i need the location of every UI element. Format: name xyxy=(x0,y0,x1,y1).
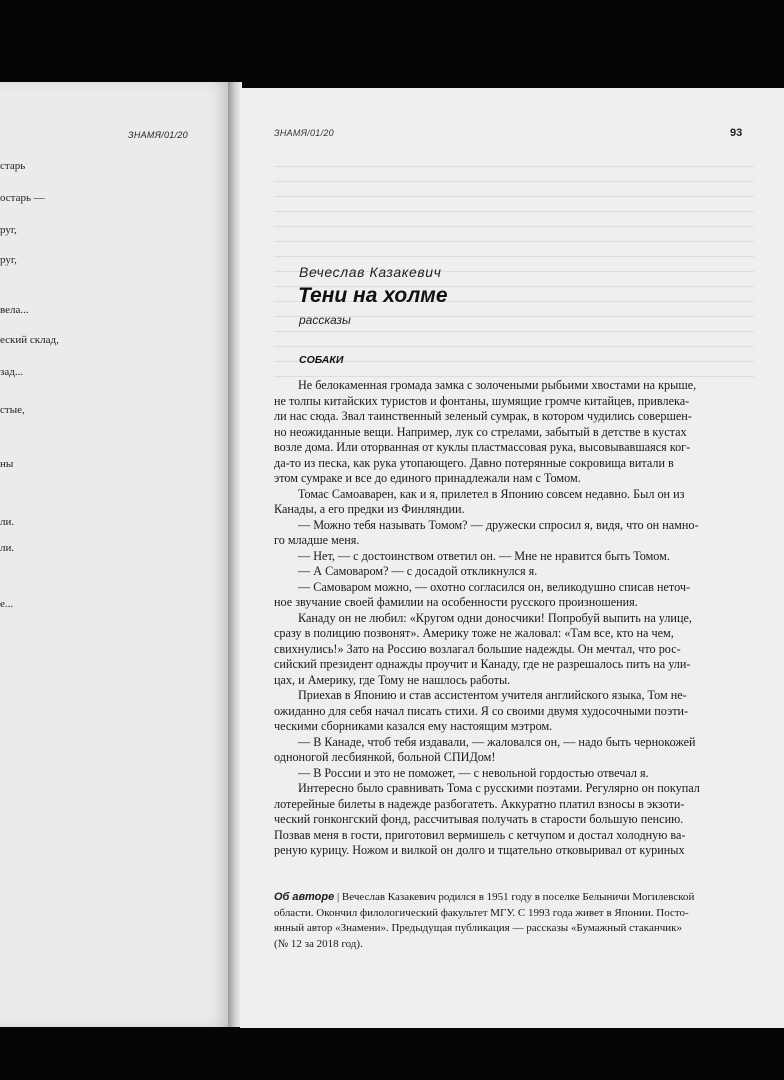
body-line: ли нас сюда. Звал таинственный зеленый сумрак, в котором чудились совершен- xyxy=(274,409,692,423)
left-page-fragment: остарь — xyxy=(0,192,45,204)
body-line: — Нет, — с достоинством ответил он. — Мне не нравится быть Томом. xyxy=(298,548,670,563)
left-page-fragment: ли. xyxy=(0,516,15,528)
left-page-fragment: старь xyxy=(0,160,26,172)
right-page xyxy=(240,88,784,1028)
body-line: реную курицу. Ножом и вилкой он долго и тщательно отковыривал от куриных xyxy=(274,843,685,857)
section-heading: СОБАКИ xyxy=(299,354,344,366)
left-page-fragment: руг, xyxy=(0,224,17,236)
body-line: го младше меня. xyxy=(274,533,360,547)
body-line: Интересно было сравнивать Тома с русскими поэтами. Регулярно он покупал xyxy=(298,781,700,795)
body-line: ожиданно для себя начал писать стихи. Я со своими двумя худосочными поэти- xyxy=(274,703,689,718)
body-line: Томас Самоаварен, как и я, прилетел в Японию совсем недавно. Был он из xyxy=(298,486,685,501)
left-page-fragment: е... xyxy=(0,598,14,610)
body-line: Канады, а его предки из Финляндии. xyxy=(274,502,465,516)
left-page-fragment: ли. xyxy=(0,542,15,554)
about-label: Об авторе xyxy=(274,891,335,903)
body-text xyxy=(274,378,762,859)
author-name: Вечеслав Казакевич xyxy=(299,264,442,280)
body-line: — В России и это не поможет, — с невольной гордостью отвечал я. xyxy=(298,765,649,780)
body-line: не толпы китайских туристов и фонтаны, шумящие громче китайцев, привлека- xyxy=(274,393,690,408)
body-line: да-то из песка, как рука утопающего. Давно потерянные сокровища витали в xyxy=(274,455,674,470)
body-line: — А Самоваром? — с досадой откликнулся я. xyxy=(298,564,538,578)
body-line: Не белокаменная громада замка с золочеными рыбьими хвостами на крыше, xyxy=(298,378,697,392)
about-line: (№ 12 за 2018 год). xyxy=(274,937,363,950)
body-line: ное звучание своей фамилии на особенности русского произношения. xyxy=(274,595,638,609)
left-page-header: ЗНАМЯ/01/20 xyxy=(128,130,188,140)
body-line: сийский президент однажды проучит и Канаду, где не разрешалось пить на ули- xyxy=(274,657,691,671)
body-line: Приехав в Японию и став ассистентом учителя английского языка, Том не- xyxy=(298,688,687,702)
body-line: но неожиданные вещи. Например, лук со стрелами, забытый в детстве в кустах xyxy=(274,424,687,439)
body-line: Позвав меня в гости, приготовил вермишель с кетчупом и достал холодную ва- xyxy=(274,827,686,842)
left-page-fragment: руг, xyxy=(0,254,17,266)
about-line: янный автор «Знамени». Предыдущая публикация — рассказы «Бумажный стаканчик» xyxy=(274,922,683,934)
body-line: сразу в полицию позвонят». Америку тоже не жаловал: «Там все, кто на чем, xyxy=(274,626,674,640)
about-author-note xyxy=(274,890,762,952)
about-line: области. Окончил филологический факультет МГУ. С 1993 года живет в Японии. Посто- xyxy=(274,906,689,919)
left-page-fragment: зад... xyxy=(0,366,24,378)
right-page-header: ЗНАМЯ/01/20 xyxy=(274,128,334,138)
left-page-fragment: еский склад, xyxy=(0,334,59,346)
about-line xyxy=(274,890,762,906)
left-page-fragment: стые, xyxy=(0,404,25,416)
body-line: одноногой лесбиянкой, больной СПИДом! xyxy=(274,750,496,764)
page-number: 93 xyxy=(730,127,743,139)
body-line: — В Канаде, чтоб тебя издавали, — жаловался он, — надо быть чернокожей xyxy=(298,734,696,749)
left-page-fragment: ны xyxy=(0,458,14,470)
body-line: ческими сборниками казался ему настоящим мэтром. xyxy=(274,719,553,733)
body-line: цах, и Америку, где Тому не нашлось работы. xyxy=(274,672,511,687)
body-line: возле дома. Или оторванная от куклы пластмассовая рука, высовывавшаяся ког- xyxy=(274,440,691,454)
story-title: Тени на холме xyxy=(298,284,448,307)
body-line: свихнулись!» Зато на Россию возлагал большие надежды. Он мечтал, что рос- xyxy=(274,641,681,656)
story-subtitle: рассказы xyxy=(299,313,351,327)
about-line-text: | Вечеслав Казакевич родился в 1951 году в поселке Белыничи Могилевской xyxy=(336,891,695,903)
body-line: — Можно тебя называть Томом? — дружески спросил я, видя, что он намно- xyxy=(298,517,699,532)
body-line: — Самоваром можно, — охотно согласился он, великодушно списав неточ- xyxy=(298,579,691,594)
body-line: этом сумраке и все до единого принадлежали нам с Томом. xyxy=(274,471,581,485)
left-page xyxy=(0,82,232,1027)
body-line: лотерейные билеты в надежде разбогатеть. Аккуратно платил взносы в экзоти- xyxy=(274,796,685,811)
body-line: ческий гонконгский фонд, рассчитывая получать в старости большую пенсию. xyxy=(274,812,684,826)
body-line: Канаду он не любил: «Кругом одни доносчики! Попробуй выпить на улице, xyxy=(298,610,692,625)
left-page-fragment: вела... xyxy=(0,304,29,316)
